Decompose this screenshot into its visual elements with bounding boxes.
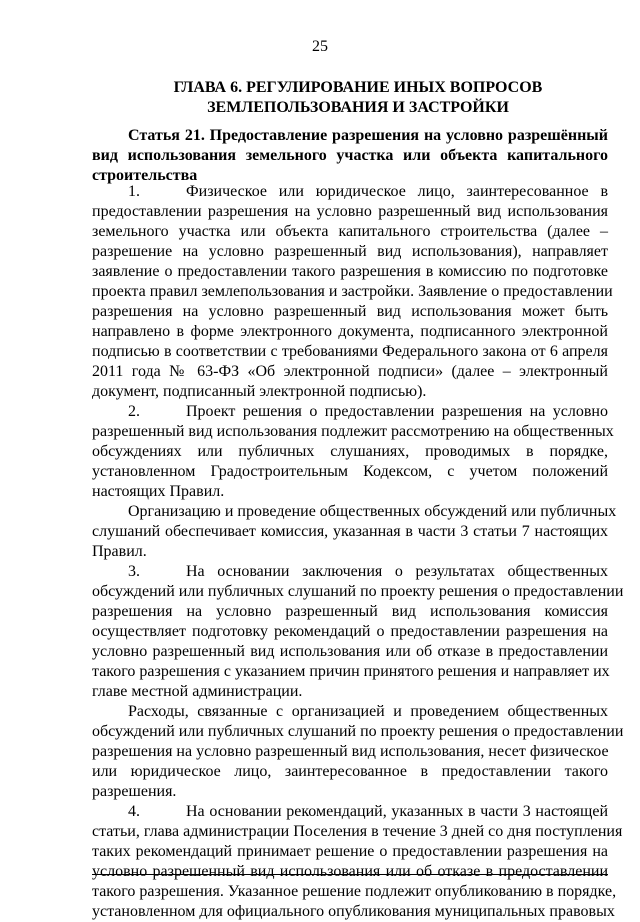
text-line: осуществляет подготовку рекомендаций о предоставлении разрешения на [92, 623, 608, 640]
item-number: 3. [128, 563, 140, 580]
text-line: обсуждениях или публичных слушаниях, проводимых в порядке, [92, 443, 608, 460]
paragraph-first-line [92, 402, 608, 422]
chapter-heading-line: ГЛАВА 6. РЕГУЛИРОВАНИЕ ИНЫХ ВОПРОСОВ [173, 79, 543, 96]
article-heading-line: Статья 21. Предоставление разрешения на условно разрешённый [128, 127, 608, 144]
text-line: На основании рекомендаций, указанных в части 3 настоящей [186, 803, 608, 820]
text-line: такого разрешения с указанием причин принятого решения и направляет их [92, 663, 610, 680]
article-heading-line: вид использования земельного участка или объекта капитального [92, 147, 608, 164]
text-line: 2011 года № 63-ФЗ «Об электронной подписи» (далее – электронный [92, 363, 608, 380]
article-heading [92, 126, 608, 186]
text-line: разрешение на условно разрешенный вид использования), направляет [92, 243, 608, 260]
chapter-heading [92, 78, 624, 118]
text-line: земельного участка или объекта капитального строительства (далее – [92, 223, 608, 240]
text-line: Проект решения о предоставлении разрешения на условно [186, 403, 608, 420]
text-line: подписью в соответствии с требованиями Федерального закона от 6 апреля [92, 343, 608, 360]
article-body [92, 182, 624, 922]
text-line: главе местной администрации. [92, 683, 303, 700]
text-line: заявление о предоставлении такого разрешения в комиссию по подготовке [92, 263, 608, 280]
text-line: разрешения на условно разрешенный вид использования может быть [92, 303, 608, 320]
text-line: статьи, глава администрации Поселения в течение 3 дней со дня поступления [92, 823, 623, 840]
text-line: проекта правил землепользования и застройки. Заявление о предоставлении [92, 283, 613, 300]
text-line: таких рекомендаций принимает решение о предоставлении разрешения на [92, 843, 608, 860]
text-line: условно разрешенный вид использования или об отказе в предоставлении [92, 643, 608, 660]
text-line: обсуждений или публичных слушаний по проекту решения о предоставлении [92, 723, 624, 740]
text-line: Физическое или юридическое лицо, заинтересованное в [186, 183, 608, 200]
item-number: 4. [128, 803, 140, 820]
article-heading-line: строительства [92, 167, 198, 184]
text-line: настоящих Правил. [92, 483, 225, 500]
paragraph-first-line [92, 562, 608, 582]
text-line: Организацию и проведение общественных обсуждений или публичных [128, 503, 617, 520]
paragraph-first-line [92, 182, 608, 202]
text-line: предоставлении разрешения на условно разрешенный вид использования [92, 203, 608, 220]
text-line: разрешения на условно разрешенный вид использования, несет физическое [92, 743, 609, 760]
item-number: 2. [128, 403, 140, 420]
text-line: разрешенный вид использования подлежит рассмотрению на общественных [92, 423, 614, 440]
paragraph-first-line [92, 802, 608, 822]
text-line: Расходы, связанные с организацией и проведением общественных [128, 703, 608, 720]
text-line: такого разрешения. Указанное решение подлежит опубликованию в порядке, [92, 883, 617, 900]
text-line: условно разрешенный вид использования или об отказе в предоставлении [92, 863, 608, 880]
text-line: документ, подписанный электронной подписью). [92, 383, 427, 400]
text-line: обсуждений или публичных слушаний по проекту решения о предоставлении [92, 583, 624, 600]
text-line: разрешения на условно разрешенный вид использования комиссия [92, 603, 608, 620]
chapter-heading-line: ЗЕМЛЕПОЛЬЗОВАНИЯ И ЗАСТРОЙКИ [207, 99, 509, 116]
text-line: направлено в форме электронного документа, подписанного электронной [92, 323, 608, 340]
footer-divider [92, 874, 608, 875]
text-line: установленном для официального опубликования муниципальных правовых [92, 903, 615, 920]
text-line: Правил. [92, 543, 147, 560]
text-line: На основании заключения о результатах общественных [186, 563, 608, 580]
text-line: разрешения. [92, 783, 177, 800]
page-number: 25 [312, 38, 328, 55]
text-line: или юридическое лицо, заинтересованное в предоставлении такого [92, 763, 608, 780]
text-line: слушаний обеспечивает комиссия, указанная в части 3 статьи 7 настоящих [92, 523, 608, 540]
item-number: 1. [128, 183, 140, 200]
text-line: установленном Градостроительным Кодексом, с учетом положений [92, 463, 608, 480]
